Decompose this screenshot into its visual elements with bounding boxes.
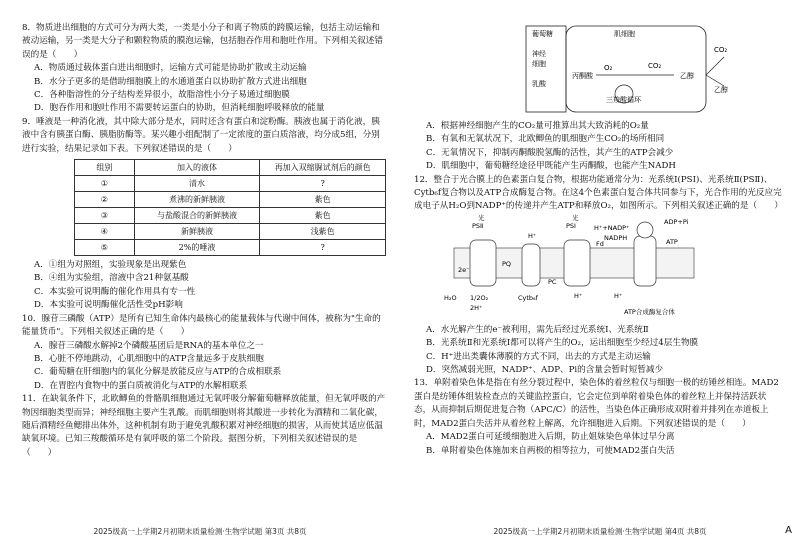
- diagram-label: CO₂: [648, 62, 662, 70]
- q11-option-d: D．肌细胞中，葡萄糖经途径甲既能产生丙酮酸，也能产生NADH: [426, 161, 676, 172]
- page-corner-mark: A: [785, 525, 792, 536]
- page-footer-left: 2025级高一上学期2月初期末质量检测·生物学试题 第3页 共8页: [93, 527, 307, 536]
- atp-synthase-head: [637, 222, 653, 238]
- q11-option-b: B．有氧和无氧状况下，北欧鲫鱼的肌细胞产生CO₂的场所相同: [426, 134, 665, 145]
- q12-option-a: A．水光解产生的e⁻被利用，需先后经过光系统Ⅰ、光系统Ⅱ: [426, 324, 649, 335]
- q12-option-d: D．突然减弱光照，NADP⁺、ADP、Pi的含量会暂时短暂减少: [426, 365, 664, 376]
- fig-label: Cytb₆f: [518, 293, 538, 302]
- fig-label: 光: [572, 213, 579, 222]
- table-cell: 煮沸的新鲜胰液: [134, 192, 260, 208]
- arrow: [706, 57, 724, 75]
- diagram-label: 肌细胞: [614, 30, 635, 38]
- respiration-diagram: [414, 22, 782, 120]
- diagram-label: 三羧酸循环: [606, 96, 641, 104]
- q9-option-c: C．本实验可说明酶的催化作用具有专一性: [34, 286, 196, 297]
- q12-stem: 12．整合于光合膜上的色素蛋白复合物，根据功能通常分为：光系统Ⅰ(PSⅠ)、光系统Ⅱ(PSⅡ)、Cytb₆f复合物以及ATP合成酶复合物。在这4个色素蛋白复合体共同参与下，光合作用的光反应完成电子从H₂O到NADP⁺的传递并产生ATP和释放O₂，如图所示。下列相关叙述正确的是（ ）: [414, 174, 783, 212]
- diagram-label: 乙醇: [714, 86, 728, 94]
- neuron-box: [526, 26, 566, 112]
- fig-label: NADPH: [604, 233, 628, 242]
- q8-option-a: A．物质通过载体蛋白进出细胞时，运输方式可能是协助扩散或主动运输: [34, 63, 307, 74]
- fig-label: ATP: [666, 237, 678, 246]
- table-cell: ?: [260, 176, 386, 192]
- q11-option-a: A．根据神经细胞产生的CO₂量可推算出其大致消耗的O₂量: [426, 121, 649, 131]
- fig-label: H⁺: [614, 291, 623, 300]
- diagram-label: 神经: [532, 50, 546, 58]
- diagram-label: 细胞: [532, 60, 546, 68]
- table-cell: 2%的唾液: [134, 240, 260, 256]
- table-cell: 紫色: [260, 208, 386, 224]
- diagram-label: 乙醇: [680, 72, 694, 80]
- psi-complex: [564, 240, 590, 286]
- table-cell: ③: [75, 208, 135, 224]
- fig-label: 光: [478, 213, 485, 222]
- diagram-label: 丙酮酸: [572, 72, 593, 80]
- table-cell: 清水: [134, 176, 260, 192]
- table-header-row: [75, 160, 386, 176]
- fig-label: H⁺: [574, 291, 583, 300]
- table-row: [75, 176, 386, 192]
- question-8: [22, 22, 386, 116]
- question-11: [22, 393, 386, 460]
- table-header: 组别: [75, 160, 135, 176]
- table-header: 加入的液体: [134, 160, 260, 176]
- diagram-label: CO₂: [714, 46, 728, 54]
- fig-label: ATP合成酶复合体: [624, 307, 675, 316]
- q8-option-c: C．各种脂溶性的分子结构差异很小，故脂溶性小分子易通过细胞膜: [34, 90, 290, 101]
- q8-stem: 8．物质进出细胞的方式可分为两大类，一类是小分子和离子物质的跨膜运输，包括主动运输和被动运输，另一类是大分子和颗粒物质的膜泡运输，包括胞吞作用和胞吐作用。下列相关叙述错误的是（ ）: [22, 23, 383, 60]
- q10-option-d: D．在胃腔内食物中的蛋白质被消化与ATP的水解相联系: [34, 380, 248, 391]
- question-11-options: [414, 120, 782, 174]
- q13-stem: 13．单附着染色体是指在有丝分裂过程中，染色体的着丝粒仅与细胞一极的纺锤丝相连。MAD2蛋白是纺锤体组装检查点的关键监控蛋白，它会定位到单附着染色体的着丝粒上并保持活跃状态，从而抑制后期促进复合物（APC/C）的活性，当染色体正确形成双附着并排列在赤道板上时，MAD2蛋白失活并从着丝粒上解离，允许细胞进入后期。下列叙述错误的是（ ）: [414, 378, 779, 429]
- fig-label: ADP+Pi: [664, 217, 689, 226]
- fig-label: 2e⁻: [458, 265, 470, 274]
- q12-option-c: C．H⁺进出类囊体薄膜的方式不同，出去的方式是主动运输: [426, 351, 651, 362]
- q11-stem: 11．在缺氧条件下，北欧鲫鱼的骨骼肌细胞通过无氧呼吸分解葡萄糖释放能量，但无氧呼吸的产物因细胞类型而异；神经细胞主要产生乳酸。而肌细胞则将其酸进一步转化为酒精和二氧化碳，随后酒精经鱼鳃排出体外，这种机制有助于避免乳酸积累对神经细胞的损害，从而使其适应低温缺氧环境。已知三羧酸循环是有氧呼吸的第二个阶段。据图分析，下列相关叙述错误的是（ ）: [22, 394, 386, 458]
- question-9: [22, 116, 386, 313]
- q10-option-b: B．心脏不停地跳动，心肌细胞中的ATP含量远多于皮肤细胞: [34, 353, 264, 364]
- table-cell: 新鲜胰液: [134, 224, 260, 240]
- q9-option-d: D．本实验可说明酶催化活性受pH影响: [34, 300, 183, 311]
- fig-label: 1/2O₂: [470, 293, 489, 302]
- diagram-label: O₂: [604, 64, 613, 72]
- right-page: [400, 0, 800, 544]
- fig-label: H⁺+NADP⁺: [594, 223, 630, 232]
- q13-option-a: A．MAD2蛋白可延缓细胞进入后期，防止姐妹染色单体过早分离: [426, 432, 675, 443]
- table-cell: 浅紫色: [260, 224, 386, 240]
- thylakoid-membrane-diagram: [414, 214, 782, 324]
- arrow: [706, 75, 724, 86]
- q10-option-a: A．腺苷三磷酸水解掉2个磷酸基团后是RNA的基本单位之一: [34, 340, 264, 351]
- fig-label: PQ: [502, 259, 512, 268]
- fig-label: H₂O: [444, 293, 457, 302]
- fig-label: Fd: [596, 239, 604, 248]
- cytb6f-complex: [522, 244, 540, 286]
- question-10: [22, 313, 386, 393]
- q9-stem: 9．唾液是一种消化液，其中除大部分是水，同时还含有蛋白和淀粉酶。胰液也属于消化液，胰液中含有胰蛋白酶、胰脂肪酶等。某兴趣小组配制了一定浓度的蛋白质溶液，均分成5组，分别进行实验，结果记录如下表。下列叙述错误的是（ ）: [22, 116, 380, 154]
- table-cell: ⑤: [75, 240, 135, 256]
- table-cell: ?: [260, 240, 386, 256]
- q8-option-b: B．水分子更多的是借助细胞膜上的水通道蛋白以协助扩散方式进出细胞: [34, 76, 307, 87]
- diagram-label: 乳酸: [532, 80, 546, 88]
- q13-option-b: B．单附着染色体施加来自两极的相等拉力，可使MAD2蛋白失活: [426, 445, 675, 456]
- question-12-options: [414, 324, 782, 378]
- q10-option-c: C．葡萄糖在肝细胞内的氧化分解是放能反应与ATP的合成相联系: [34, 367, 282, 378]
- q8-option-d: D．胞吞作用和胞吐作用不需要转运蛋白的协助，但消耗细胞呼吸释放的能量: [34, 103, 325, 114]
- question-12: [414, 174, 782, 214]
- table-row: [75, 192, 386, 208]
- q9-option-a: A．①组为对照组，实验现象是出现紫色: [34, 260, 187, 271]
- q9-table: [74, 159, 386, 256]
- table-row: [75, 224, 386, 240]
- fig-label: PSⅡ: [472, 221, 484, 230]
- q12-option-b: B．光系统Ⅱ和光系统Ⅰ都可以将产生的O₂，运出细胞至少经过4层生物膜: [426, 338, 699, 349]
- fig-label: PSⅠ: [566, 221, 576, 230]
- table-row: [75, 208, 386, 224]
- q10-stem: 10．腺苷三磷酸（ATP）是所有已知生命体内最核心的能量载体与代谢中间体，被称为"生命的能量货币"。下列相关叙述正确的是（ ）: [22, 313, 381, 338]
- fig-label: PC: [548, 277, 557, 286]
- table-cell: ①: [75, 176, 135, 192]
- question-13: [414, 377, 782, 457]
- atp-synthase: [634, 236, 656, 286]
- q11-option-c: C．无氧情况下，抑制丙酮酸脱氢酶的活性，其产生的ATP会减少: [426, 147, 674, 158]
- psii-complex: [470, 240, 496, 286]
- page-footer-right: 2025级高一上学期2月初期末质量检测·生物学试题 第4页 共8页: [493, 527, 707, 536]
- table-cell: 紫色: [260, 192, 386, 208]
- table-cell: ④: [75, 224, 135, 240]
- fig-label: H⁺: [528, 231, 537, 240]
- table-header: 再加入双缩脲试剂后的颜色: [260, 160, 386, 176]
- q9-option-b: B．④组为实验组，溶液中含21种氨基酸: [34, 273, 189, 284]
- table-cell: ②: [75, 192, 135, 208]
- table-cell: 与盐酸混合的新鲜胰液: [134, 208, 260, 224]
- table-row: [75, 240, 386, 256]
- fig-label: 2H⁺: [470, 303, 483, 312]
- diagram-label: 葡萄糖: [532, 30, 553, 38]
